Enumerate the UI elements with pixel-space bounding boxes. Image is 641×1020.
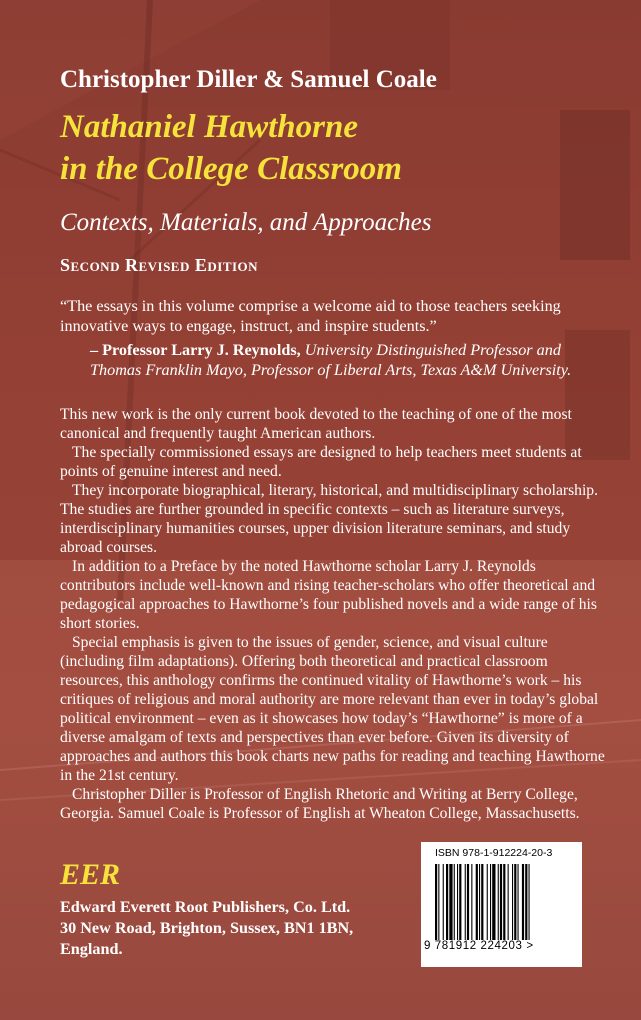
attribution-role: University Distinguished Professor and Thomas Franklin Mayo, Professor of Liberal Arts, Texas A&M University. xyxy=(90,341,572,379)
barcode-bar xyxy=(465,864,466,940)
barcode-bar xyxy=(443,864,444,940)
barcode-bar xyxy=(457,864,458,940)
book-description xyxy=(60,405,605,823)
endorsement-quote: “The essays in this volume comprise a welcome aid to those teachers seeking innovative ways to engage, instruct, and inspire students.” xyxy=(60,297,561,335)
title-line-2: in the College Classroom xyxy=(60,151,402,187)
title-line-1: Nathaniel Hawthorne xyxy=(60,109,358,145)
barcode-bar xyxy=(503,864,505,940)
quote-attribution xyxy=(90,340,600,380)
isbn-label: ISBN 978-1-912224-20-3 xyxy=(435,847,553,859)
description-paragraph: They incorporate biographical, literary, historical, and multidisciplinary scholarship. The studies are further grounded in specific contexts – such as literature surveys, interdisciplinary humanities courses, upper division literature seminars, and study abroad courses. xyxy=(60,482,598,556)
barcode-bar xyxy=(449,864,452,940)
isbn-barcode xyxy=(421,842,582,967)
barcode-bar xyxy=(508,864,509,940)
barcode-digits xyxy=(424,940,534,952)
publisher-address-line-2: England. xyxy=(60,940,123,958)
attribution-name: – Professor Larry J. Reynolds, xyxy=(90,341,301,359)
barcode-bar xyxy=(446,864,448,940)
description-paragraph: In addition to a Preface by the noted Hawthorne scholar Larry J. Reynolds contributors include well-known and rising teacher-scholars who offer theoretical and pedagogical approaches to Hawthorne’s four published novels and a wide range of his short stories. xyxy=(60,558,597,632)
edition-label: Second Revised Edition xyxy=(60,255,259,275)
barcode-bar xyxy=(487,864,488,940)
barcode-bars xyxy=(433,864,573,940)
barcode-bar xyxy=(490,864,491,940)
barcode-end-mark: > xyxy=(526,940,534,952)
publisher-name: Edward Everett Root Publishers, Co. Ltd. xyxy=(60,898,351,916)
description-paragraph: The specially commissioned essays are designed to help teachers meet students at points of genuine interest and need. xyxy=(60,444,582,480)
barcode-bar xyxy=(476,864,478,940)
barcode-bar xyxy=(467,864,469,940)
author-bios: Christopher Diller is Professor of English Rhetoric and Writing at Berry College, Georgia. Samuel Coale is Professor of English at Wheaton College, Massachusetts. xyxy=(60,786,580,822)
publisher-logo: EER xyxy=(60,858,121,891)
barcode-bar xyxy=(512,864,513,940)
barcode-bar xyxy=(498,864,499,940)
barcode-bar xyxy=(518,864,519,940)
publisher-info xyxy=(60,897,353,960)
barcode-bar xyxy=(471,864,472,940)
barcode-number: 9 781912 224203 xyxy=(424,940,523,952)
book-subtitle: Contexts, Materials, and Approaches xyxy=(60,209,432,236)
author-names: Christopher Diller & Samuel Coale xyxy=(60,66,437,93)
barcode-bar xyxy=(454,864,455,940)
book-title xyxy=(60,106,402,190)
barcode-bar xyxy=(435,864,437,940)
barcode-bar xyxy=(522,864,524,940)
barcode-bar xyxy=(525,864,527,940)
barcode-bar xyxy=(479,864,480,940)
barcode-bar xyxy=(500,864,502,940)
barcode-bar xyxy=(459,864,461,940)
barcode-bar xyxy=(481,864,483,940)
barcode-bar xyxy=(492,864,495,940)
publisher-address-line-1: 30 New Road, Brighton, Sussex, BN1 1BN, xyxy=(60,919,354,937)
barcode-bar xyxy=(514,864,516,940)
description-paragraph: This new work is the only current book devoted to the teaching of one of the most canonical and frequently taught American authors. xyxy=(60,406,572,442)
barcode-bar xyxy=(438,864,439,940)
barcode-bar xyxy=(529,864,530,940)
description-paragraph: Special emphasis is given to the issues of gender, science, and visual culture (including film adaptations). Offering both theoretical and practical classroom resources, this anthology confirms the continued vitality of Hawthorne’s work – his critiques of religious and moral authority are more relevant than ever in today’s global political environment – even as it showcases how today’s “Hawthorne” is more of a diverse amalgam of texts and perspectives than ever before. Given its diversity of approaches and authors this book charts new paths for reading and teaching Hawthorne in the 21st century. xyxy=(60,634,605,784)
